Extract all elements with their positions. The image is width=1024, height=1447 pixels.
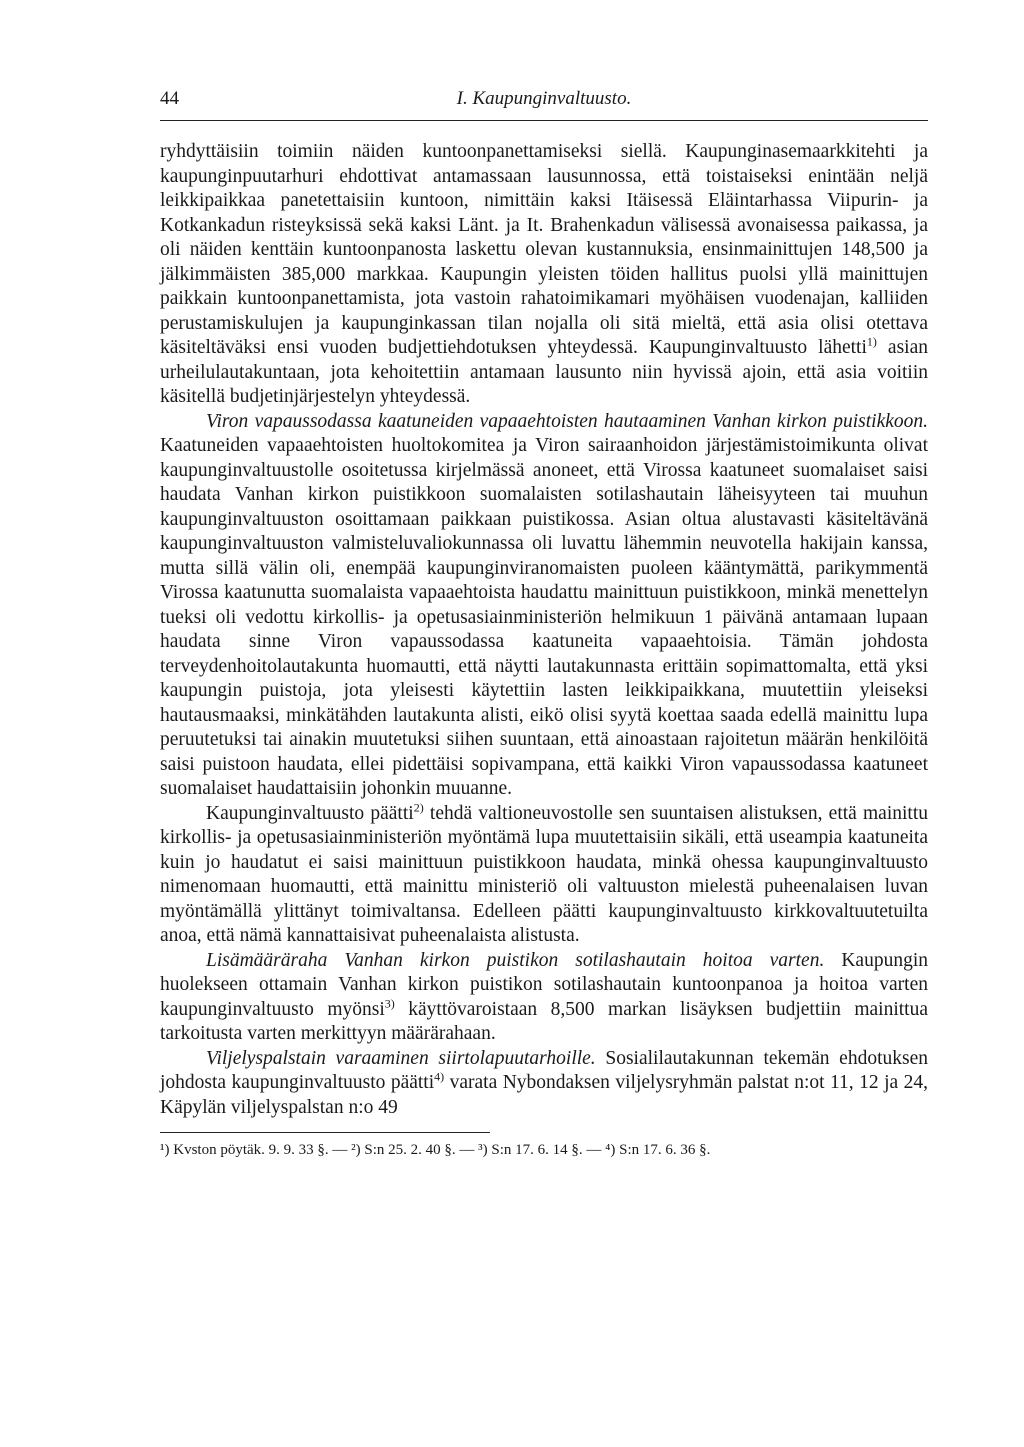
section-heading-viron: Viron vapaussodassa kaatuneiden vapaaehtoisten hautaaminen Vanhan kirkon puistikkoon. — [206, 410, 928, 432]
footnote-rule — [160, 1132, 490, 1133]
paragraph-3-tail: tehdä valtioneuvostolle sen suuntaisen alistuksen, että mainittu kirkollis- ja opetusasiainministeriön myöntämä lupa muutettaisiin sikäli, että useampia kaatuneita kuin jo haudatut ei saisi mainittuun puistikkoon haudata, minkä ohessa kaupunginvaltuusto nimenomaan huomautti, että mainittu ministeriö oli valtuuston mielestä puheenalaisen luvan myöntämällä ylittänyt toimivaltansa. Edelleen päätti kaupunginvaltuusto kirkkovaltuutetuilta anoa, että nämä kannattaisivat puheenalaista alistusta. — [160, 802, 929, 946]
paragraph-5 — [160, 1047, 928, 1121]
paragraph-2 — [160, 410, 928, 802]
footnote-ref-2: 2) — [413, 800, 424, 814]
footnote-ref-3: 3) — [384, 996, 395, 1010]
section-heading-lisamaararaha: Lisämääräraha Vanhan kirkon puistikon sotilashautain hoitoa varten. — [206, 949, 825, 971]
page-number: 44 — [160, 88, 179, 109]
paragraph-4-text: Kaupungin huolekseen ottamain Vanhan kirkon puistikon sotilashautain kuntoonpanoa ja hoitoa varten kaupunginvaltuusto myönsi — [160, 949, 929, 1020]
paragraph-4 — [160, 949, 928, 1047]
paragraph-4-tail: käyttövaroistaan 8,500 markan lisäyksen budjettiin mainittua tarkoitusta varten merkittyyn määrärahaan. — [160, 998, 929, 1044]
paragraph-1 — [160, 140, 928, 410]
page-header — [160, 88, 928, 114]
paragraph-2-text: Kaatuneiden vapaaehtoisten huoltokomitea ja Viron sairaanhoidon järjestämistoimikunta olivat kaupunginvaltuustolle osoitetussa kirjelmässä anoneet, että Virossa kaatuneet suomalaiset saisi haudata Vanhan kirkon puistikkoon suomalaisten sotilashautain läheisyyteen tai muuhun kaupunginvaltuuston osoittamaan paikkaan puistikossa. Asian oltua alustavasti käsiteltävänä kaupunginvaltuuston valmisteluvaliokunnassa oli luvattu lähemmin neuvotella hakijain kanssa, mutta sillä välin oli, enempää kaupunginviranomaisten puoleen kääntymättä, parikymmentä Virossa kaatunutta suomalaista vapaaehtoista haudattu mainittuun puistikkoon, minkä menettelyn tueksi oli vedottu kirkollis- ja opetusasiainministeriön helmikuun 1 päivänä antamaan lupaan haudata sinne Viron vapaussodassa kaatuneita vapaaehtoisia. Tämän johdosta terveydenhoitolautakunta huomautti, että näytti lautakunnasta erittäin sopimattomalta, että yksi kaupungin puistoja, jota yleisesti käytettiin lasten leikkipaikkana, muutettiin yleiseksi hautausmaaksi, minkätähden lautakunta alisti, eikö olisi syytä koettaa saada edellä mainittu lupa peruutetuksi tai ainakin muutetuksi siihen suuntaan, että ainoastaan rajoitetun määrän henkilöitä saisi puistoon haudata, ellei pidettäisi sopivampana, että kaikki Viron vapaussodassa kaatuneet suomalaiset haudattaisiin johonkin muuanne. — [160, 435, 928, 799]
paragraph-1-tail: asian urheilulautakuntaan, jota kehoitettiin antamaan lausunto niin hyvissä ajoin, että asia voitiin käsitellä budjetinjärjestelyn yhteydessä. — [160, 337, 928, 407]
body-text — [160, 140, 928, 1120]
running-title: I. Kaupunginvaltuusto. — [456, 88, 632, 109]
header-rule — [160, 120, 928, 121]
paragraph-1-text: ryhdyttäisiin toimiin näiden kuntoonpanettamiseksi siellä. Kaupunginasemaarkkitehti ja kaupunginpuutarhuri ehdottivat antamassaan lausunnossa, että toistaiseksi enintään neljä leikkipaikkaa panetettaisiin kuntoon, nimittäin kaksi Itäisessä Eläintarhassa Viipurin- ja Kotkankadun risteyksissä sekä kaksi Länt. ja It. Brahenkadun välisessä avonaisessa paikassa, ja oli näiden kenttäin kuntoonpanosta laskettu olevan kustannuksia, ensinmainittujen 148,500 ja jälkimmäisten 385,000 markkaa. Kaupungin yleisten töiden hallitus puolsi yllä mainittujen paikkain kuntoonpanettamista, jota vastoin rahatoimikamari myöhäisen vuodenajan, kalliiden perustamiskulujen ja kaupunginkassan tilan nojalla oli sitä mieltä, että asia olisi otettava käsiteltäväksi ensi vuoden budjettiehdotuksen yhteydessä. Kaupunginvaltuusto lähetti — [160, 141, 928, 358]
paragraph-5-tail: varata Nybondaksen viljelysryhmän palstat n:ot 11, 12 ja 24, Käpylän viljelyspalstan n:o 49 — [160, 1072, 928, 1118]
paragraph-5-text: Sosialilautakunnan tekemän ehdotuksen johdosta kaupunginvaltuusto päätti — [160, 1047, 928, 1093]
footnote-ref-1: 1) — [866, 334, 877, 349]
footnotes: ¹) Kvston pöytäk. 9. 9. 33 §. — ²) S:n 25. 2. 40 §. — ³) S:n 17. 6. 14 §. — ⁴) S:n 17. 6. 36 §. — [160, 1142, 711, 1158]
footnote-ref-4: 4) — [434, 1069, 445, 1084]
paragraph-3 — [160, 802, 928, 949]
paragraph-3-text: Kaupunginvaltuusto päätti — [206, 802, 414, 824]
section-heading-viljelyspalstain: Viljelyspalstain varaaminen siirtolapuutarhoille. — [206, 1047, 596, 1069]
